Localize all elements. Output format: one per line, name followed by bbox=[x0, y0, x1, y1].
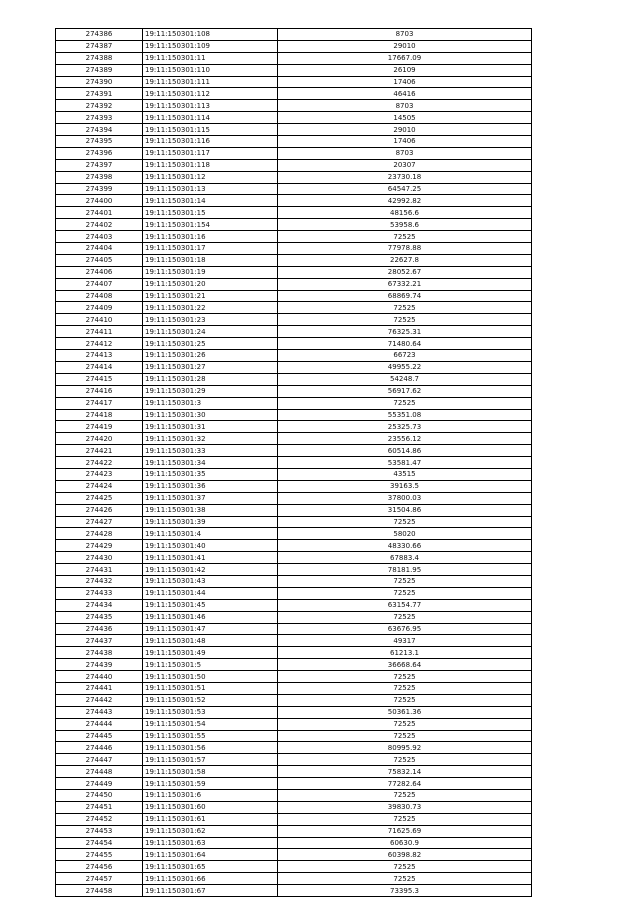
value-cell: 73395.3 bbox=[278, 885, 532, 897]
value-cell: 50361.36 bbox=[278, 706, 532, 718]
table-row bbox=[56, 338, 532, 350]
value-cell: 68869.74 bbox=[278, 290, 532, 302]
value-cell: 72525 bbox=[278, 611, 532, 623]
value-cell: 67332.21 bbox=[278, 278, 532, 290]
value-cell: 80995.92 bbox=[278, 742, 532, 754]
row-number-cell: 274440 bbox=[56, 671, 143, 683]
row-number-cell: 274455 bbox=[56, 849, 143, 861]
table-row bbox=[56, 373, 532, 385]
value-cell: 54248.7 bbox=[278, 373, 532, 385]
row-number-cell: 274437 bbox=[56, 635, 143, 647]
cadastral-number-cell: 19:11:150301:55 bbox=[143, 730, 278, 742]
table-row bbox=[56, 575, 532, 587]
row-number-cell: 274421 bbox=[56, 445, 143, 457]
cadastral-number-cell: 19:11:150301:24 bbox=[143, 326, 278, 338]
cadastral-number-cell: 19:11:150301:13 bbox=[143, 183, 278, 195]
table-row bbox=[56, 397, 532, 409]
cadastral-number-cell: 19:11:150301:40 bbox=[143, 540, 278, 552]
table-row bbox=[56, 445, 532, 457]
row-number-cell: 274402 bbox=[56, 219, 143, 231]
table-body bbox=[56, 29, 532, 897]
cadastral-number-cell: 19:11:150301:59 bbox=[143, 778, 278, 790]
cadastral-number-cell: 19:11:150301:118 bbox=[143, 159, 278, 171]
row-number-cell: 274405 bbox=[56, 254, 143, 266]
row-number-cell: 274422 bbox=[56, 457, 143, 469]
row-number-cell: 274389 bbox=[56, 64, 143, 76]
table-row bbox=[56, 849, 532, 861]
value-cell: 43515 bbox=[278, 468, 532, 480]
table-row bbox=[56, 219, 532, 231]
cadastral-number-cell: 19:11:150301:56 bbox=[143, 742, 278, 754]
cadastral-number-cell: 19:11:150301:62 bbox=[143, 825, 278, 837]
table-row bbox=[56, 361, 532, 373]
row-number-cell: 274390 bbox=[56, 76, 143, 88]
row-number-cell: 274415 bbox=[56, 373, 143, 385]
cadastral-number-cell: 19:11:150301:26 bbox=[143, 350, 278, 362]
row-number-cell: 274433 bbox=[56, 587, 143, 599]
cadastral-number-cell: 19:11:150301:38 bbox=[143, 504, 278, 516]
row-number-cell: 274391 bbox=[56, 88, 143, 100]
value-cell: 72525 bbox=[278, 813, 532, 825]
table-row bbox=[56, 112, 532, 124]
row-number-cell: 274409 bbox=[56, 302, 143, 314]
row-number-cell: 274406 bbox=[56, 266, 143, 278]
table-row bbox=[56, 207, 532, 219]
row-number-cell: 274447 bbox=[56, 754, 143, 766]
value-cell: 46416 bbox=[278, 88, 532, 100]
value-cell: 26109 bbox=[278, 64, 532, 76]
table-row bbox=[56, 540, 532, 552]
cadastral-number-cell: 19:11:150301:18 bbox=[143, 254, 278, 266]
table-row bbox=[56, 421, 532, 433]
cadastral-number-cell: 19:11:150301:112 bbox=[143, 88, 278, 100]
table-row bbox=[56, 742, 532, 754]
table-row bbox=[56, 52, 532, 64]
table-row bbox=[56, 861, 532, 873]
value-cell: 14505 bbox=[278, 112, 532, 124]
row-number-cell: 274386 bbox=[56, 29, 143, 41]
value-cell: 64547.25 bbox=[278, 183, 532, 195]
row-number-cell: 274443 bbox=[56, 706, 143, 718]
cadastral-number-cell: 19:11:150301:43 bbox=[143, 575, 278, 587]
value-cell: 23556.12 bbox=[278, 433, 532, 445]
cadastral-number-cell: 19:11:150301:44 bbox=[143, 587, 278, 599]
row-number-cell: 274395 bbox=[56, 136, 143, 148]
value-cell: 22627.8 bbox=[278, 254, 532, 266]
cadastral-number-cell: 19:11:150301:16 bbox=[143, 231, 278, 243]
table-row bbox=[56, 528, 532, 540]
table-row bbox=[56, 183, 532, 195]
value-cell: 72525 bbox=[278, 575, 532, 587]
value-cell: 72525 bbox=[278, 718, 532, 730]
value-cell: 20307 bbox=[278, 159, 532, 171]
table-row bbox=[56, 29, 532, 41]
value-cell: 8703 bbox=[278, 29, 532, 41]
table-row bbox=[56, 635, 532, 647]
value-cell: 23730.18 bbox=[278, 171, 532, 183]
cadastral-number-cell: 19:11:150301:29 bbox=[143, 385, 278, 397]
row-number-cell: 274404 bbox=[56, 243, 143, 255]
row-number-cell: 274453 bbox=[56, 825, 143, 837]
value-cell: 56917.62 bbox=[278, 385, 532, 397]
cadastral-number-cell: 19:11:150301:17 bbox=[143, 243, 278, 255]
row-number-cell: 274408 bbox=[56, 290, 143, 302]
value-cell: 72525 bbox=[278, 231, 532, 243]
value-cell: 53958.6 bbox=[278, 219, 532, 231]
cadastral-number-cell: 19:11:150301:67 bbox=[143, 885, 278, 897]
row-number-cell: 274456 bbox=[56, 861, 143, 873]
cadastral-number-cell: 19:11:150301:28 bbox=[143, 373, 278, 385]
value-cell: 75832.14 bbox=[278, 766, 532, 778]
cadastral-number-cell: 19:11:150301:154 bbox=[143, 219, 278, 231]
cadastral-number-cell: 19:11:150301:6 bbox=[143, 790, 278, 802]
table-row bbox=[56, 254, 532, 266]
value-cell: 72525 bbox=[278, 516, 532, 528]
row-number-cell: 274438 bbox=[56, 647, 143, 659]
cadastral-number-cell: 19:11:150301:46 bbox=[143, 611, 278, 623]
table-row bbox=[56, 611, 532, 623]
value-cell: 31504.86 bbox=[278, 504, 532, 516]
table-row bbox=[56, 136, 532, 148]
cadastral-number-cell: 19:11:150301:116 bbox=[143, 136, 278, 148]
table-row bbox=[56, 682, 532, 694]
cadastral-number-cell: 19:11:150301:21 bbox=[143, 290, 278, 302]
value-cell: 72525 bbox=[278, 790, 532, 802]
row-number-cell: 274424 bbox=[56, 480, 143, 492]
value-cell: 17667.09 bbox=[278, 52, 532, 64]
cadastral-number-cell: 19:11:150301:4 bbox=[143, 528, 278, 540]
cadastral-number-cell: 19:11:150301:50 bbox=[143, 671, 278, 683]
table-row bbox=[56, 599, 532, 611]
table-row bbox=[56, 825, 532, 837]
cadastral-number-cell: 19:11:150301:22 bbox=[143, 302, 278, 314]
value-cell: 39163.5 bbox=[278, 480, 532, 492]
row-number-cell: 274451 bbox=[56, 801, 143, 813]
row-number-cell: 274414 bbox=[56, 361, 143, 373]
value-cell: 72525 bbox=[278, 730, 532, 742]
table-row bbox=[56, 813, 532, 825]
table-row bbox=[56, 492, 532, 504]
cadastral-number-cell: 19:11:150301:15 bbox=[143, 207, 278, 219]
table-row bbox=[56, 671, 532, 683]
cadastral-number-cell: 19:11:150301:109 bbox=[143, 40, 278, 52]
table-row bbox=[56, 302, 532, 314]
value-cell: 66723 bbox=[278, 350, 532, 362]
value-cell: 48156.6 bbox=[278, 207, 532, 219]
row-number-cell: 274429 bbox=[56, 540, 143, 552]
value-cell: 48330.66 bbox=[278, 540, 532, 552]
row-number-cell: 274430 bbox=[56, 552, 143, 564]
row-number-cell: 274452 bbox=[56, 813, 143, 825]
table-row bbox=[56, 243, 532, 255]
table-row bbox=[56, 516, 532, 528]
value-cell: 72525 bbox=[278, 861, 532, 873]
table-row bbox=[56, 326, 532, 338]
row-number-cell: 274445 bbox=[56, 730, 143, 742]
cadastral-number-cell: 19:11:150301:57 bbox=[143, 754, 278, 766]
value-cell: 63154.77 bbox=[278, 599, 532, 611]
row-number-cell: 274435 bbox=[56, 611, 143, 623]
cadastral-number-cell: 19:11:150301:3 bbox=[143, 397, 278, 409]
table-row bbox=[56, 778, 532, 790]
table-row bbox=[56, 790, 532, 802]
row-number-cell: 274399 bbox=[56, 183, 143, 195]
table-row bbox=[56, 504, 532, 516]
table-row bbox=[56, 409, 532, 421]
cadastral-number-cell: 19:11:150301:66 bbox=[143, 873, 278, 885]
table-row bbox=[56, 659, 532, 671]
value-cell: 17406 bbox=[278, 136, 532, 148]
cadastral-number-cell: 19:11:150301:64 bbox=[143, 849, 278, 861]
value-cell: 39830.73 bbox=[278, 801, 532, 813]
row-number-cell: 274413 bbox=[56, 350, 143, 362]
row-number-cell: 274441 bbox=[56, 682, 143, 694]
cadastral-number-cell: 19:11:150301:61 bbox=[143, 813, 278, 825]
row-number-cell: 274388 bbox=[56, 52, 143, 64]
cadastral-number-cell: 19:11:150301:114 bbox=[143, 112, 278, 124]
value-cell: 72525 bbox=[278, 587, 532, 599]
table-row bbox=[56, 837, 532, 849]
table-row bbox=[56, 433, 532, 445]
value-cell: 49955.22 bbox=[278, 361, 532, 373]
value-cell: 77282.64 bbox=[278, 778, 532, 790]
cadastral-number-cell: 19:11:150301:111 bbox=[143, 76, 278, 88]
cadastral-number-cell: 19:11:150301:37 bbox=[143, 492, 278, 504]
value-cell: 25325.73 bbox=[278, 421, 532, 433]
cadastral-number-cell: 19:11:150301:39 bbox=[143, 516, 278, 528]
table-row bbox=[56, 88, 532, 100]
table-row bbox=[56, 564, 532, 576]
value-cell: 63676.95 bbox=[278, 623, 532, 635]
table-row bbox=[56, 40, 532, 52]
row-number-cell: 274449 bbox=[56, 778, 143, 790]
cadastral-number-cell: 19:11:150301:25 bbox=[143, 338, 278, 350]
cadastral-number-cell: 19:11:150301:23 bbox=[143, 314, 278, 326]
cadastral-number-cell: 19:11:150301:42 bbox=[143, 564, 278, 576]
cadastral-number-cell: 19:11:150301:47 bbox=[143, 623, 278, 635]
cadastral-number-cell: 19:11:150301:30 bbox=[143, 409, 278, 421]
row-number-cell: 274423 bbox=[56, 468, 143, 480]
table-row bbox=[56, 480, 532, 492]
table-row bbox=[56, 468, 532, 480]
value-cell: 72525 bbox=[278, 754, 532, 766]
row-number-cell: 274442 bbox=[56, 694, 143, 706]
row-number-cell: 274454 bbox=[56, 837, 143, 849]
cadastral-number-cell: 19:11:150301:31 bbox=[143, 421, 278, 433]
table-row bbox=[56, 147, 532, 159]
table-row bbox=[56, 587, 532, 599]
cadastral-number-cell: 19:11:150301:20 bbox=[143, 278, 278, 290]
row-number-cell: 274392 bbox=[56, 100, 143, 112]
table-row bbox=[56, 623, 532, 635]
cadastral-number-cell: 19:11:150301:14 bbox=[143, 195, 278, 207]
cadastral-number-cell: 19:11:150301:110 bbox=[143, 64, 278, 76]
row-number-cell: 274457 bbox=[56, 873, 143, 885]
row-number-cell: 274444 bbox=[56, 718, 143, 730]
table-row bbox=[56, 195, 532, 207]
table-row bbox=[56, 266, 532, 278]
row-number-cell: 274458 bbox=[56, 885, 143, 897]
row-number-cell: 274397 bbox=[56, 159, 143, 171]
cadastral-number-cell: 19:11:150301:41 bbox=[143, 552, 278, 564]
table-row bbox=[56, 457, 532, 469]
row-number-cell: 274416 bbox=[56, 385, 143, 397]
row-number-cell: 274446 bbox=[56, 742, 143, 754]
row-number-cell: 274432 bbox=[56, 575, 143, 587]
cadastral-number-cell: 19:11:150301:54 bbox=[143, 718, 278, 730]
value-cell: 60514.86 bbox=[278, 445, 532, 457]
table-row bbox=[56, 718, 532, 730]
value-cell: 71625.69 bbox=[278, 825, 532, 837]
row-number-cell: 274407 bbox=[56, 278, 143, 290]
cadastral-number-cell: 19:11:150301:48 bbox=[143, 635, 278, 647]
value-cell: 36668.64 bbox=[278, 659, 532, 671]
value-cell: 71480.64 bbox=[278, 338, 532, 350]
row-number-cell: 274410 bbox=[56, 314, 143, 326]
value-cell: 58020 bbox=[278, 528, 532, 540]
table-row bbox=[56, 76, 532, 88]
value-cell: 77978.88 bbox=[278, 243, 532, 255]
cadastral-number-cell: 19:11:150301:108 bbox=[143, 29, 278, 41]
table-row bbox=[56, 290, 532, 302]
data-table bbox=[55, 28, 532, 897]
value-cell: 8703 bbox=[278, 147, 532, 159]
value-cell: 72525 bbox=[278, 671, 532, 683]
row-number-cell: 274411 bbox=[56, 326, 143, 338]
table-row bbox=[56, 694, 532, 706]
cadastral-number-cell: 19:11:150301:33 bbox=[143, 445, 278, 457]
value-cell: 72525 bbox=[278, 302, 532, 314]
cadastral-number-cell: 19:11:150301:12 bbox=[143, 171, 278, 183]
value-cell: 72525 bbox=[278, 682, 532, 694]
value-cell: 17406 bbox=[278, 76, 532, 88]
value-cell: 72525 bbox=[278, 314, 532, 326]
cadastral-number-cell: 19:11:150301:49 bbox=[143, 647, 278, 659]
table-row bbox=[56, 64, 532, 76]
value-cell: 42992.82 bbox=[278, 195, 532, 207]
table-row bbox=[56, 159, 532, 171]
table-row bbox=[56, 801, 532, 813]
row-number-cell: 274450 bbox=[56, 790, 143, 802]
cadastral-number-cell: 19:11:150301:27 bbox=[143, 361, 278, 373]
value-cell: 67883.4 bbox=[278, 552, 532, 564]
row-number-cell: 274412 bbox=[56, 338, 143, 350]
row-number-cell: 274393 bbox=[56, 112, 143, 124]
row-number-cell: 274398 bbox=[56, 171, 143, 183]
cadastral-number-cell: 19:11:150301:5 bbox=[143, 659, 278, 671]
table-row bbox=[56, 350, 532, 362]
cadastral-number-cell: 19:11:150301:60 bbox=[143, 801, 278, 813]
table-row bbox=[56, 647, 532, 659]
row-number-cell: 274396 bbox=[56, 147, 143, 159]
value-cell: 29010 bbox=[278, 124, 532, 136]
cadastral-number-cell: 19:11:150301:52 bbox=[143, 694, 278, 706]
table-row bbox=[56, 730, 532, 742]
row-number-cell: 274426 bbox=[56, 504, 143, 516]
table-row bbox=[56, 231, 532, 243]
cadastral-number-cell: 19:11:150301:63 bbox=[143, 837, 278, 849]
value-cell: 55351.08 bbox=[278, 409, 532, 421]
row-number-cell: 274439 bbox=[56, 659, 143, 671]
row-number-cell: 274431 bbox=[56, 564, 143, 576]
row-number-cell: 274434 bbox=[56, 599, 143, 611]
table-row bbox=[56, 873, 532, 885]
row-number-cell: 274400 bbox=[56, 195, 143, 207]
value-cell: 8703 bbox=[278, 100, 532, 112]
cadastral-number-cell: 19:11:150301:65 bbox=[143, 861, 278, 873]
row-number-cell: 274427 bbox=[56, 516, 143, 528]
row-number-cell: 274394 bbox=[56, 124, 143, 136]
row-number-cell: 274417 bbox=[56, 397, 143, 409]
value-cell: 72525 bbox=[278, 397, 532, 409]
row-number-cell: 274403 bbox=[56, 231, 143, 243]
table-row bbox=[56, 885, 532, 897]
value-cell: 29010 bbox=[278, 40, 532, 52]
table-row bbox=[56, 766, 532, 778]
cadastral-number-cell: 19:11:150301:113 bbox=[143, 100, 278, 112]
table-row bbox=[56, 314, 532, 326]
value-cell: 78181.95 bbox=[278, 564, 532, 576]
row-number-cell: 274436 bbox=[56, 623, 143, 635]
value-cell: 28052.67 bbox=[278, 266, 532, 278]
value-cell: 76325.31 bbox=[278, 326, 532, 338]
value-cell: 72525 bbox=[278, 873, 532, 885]
table-row bbox=[56, 552, 532, 564]
value-cell: 61213.1 bbox=[278, 647, 532, 659]
cadastral-number-cell: 19:11:150301:35 bbox=[143, 468, 278, 480]
table-row bbox=[56, 124, 532, 136]
cadastral-number-cell: 19:11:150301:36 bbox=[143, 480, 278, 492]
row-number-cell: 274428 bbox=[56, 528, 143, 540]
cadastral-number-cell: 19:11:150301:58 bbox=[143, 766, 278, 778]
value-cell: 60630.9 bbox=[278, 837, 532, 849]
table-row bbox=[56, 706, 532, 718]
value-cell: 72525 bbox=[278, 694, 532, 706]
row-number-cell: 274419 bbox=[56, 421, 143, 433]
row-number-cell: 274425 bbox=[56, 492, 143, 504]
value-cell: 37800.03 bbox=[278, 492, 532, 504]
cadastral-number-cell: 19:11:150301:32 bbox=[143, 433, 278, 445]
table-row bbox=[56, 754, 532, 766]
cadastral-number-cell: 19:11:150301:117 bbox=[143, 147, 278, 159]
table-row bbox=[56, 385, 532, 397]
cadastral-number-cell: 19:11:150301:34 bbox=[143, 457, 278, 469]
cadastral-number-cell: 19:11:150301:53 bbox=[143, 706, 278, 718]
row-number-cell: 274448 bbox=[56, 766, 143, 778]
table-row bbox=[56, 278, 532, 290]
value-cell: 49317 bbox=[278, 635, 532, 647]
row-number-cell: 274420 bbox=[56, 433, 143, 445]
cadastral-number-cell: 19:11:150301:45 bbox=[143, 599, 278, 611]
cadastral-number-cell: 19:11:150301:115 bbox=[143, 124, 278, 136]
row-number-cell: 274401 bbox=[56, 207, 143, 219]
value-cell: 53581.47 bbox=[278, 457, 532, 469]
row-number-cell: 274387 bbox=[56, 40, 143, 52]
cadastral-number-cell: 19:11:150301:11 bbox=[143, 52, 278, 64]
value-cell: 60398.82 bbox=[278, 849, 532, 861]
row-number-cell: 274418 bbox=[56, 409, 143, 421]
cadastral-number-cell: 19:11:150301:19 bbox=[143, 266, 278, 278]
table-row bbox=[56, 171, 532, 183]
cadastral-number-cell: 19:11:150301:51 bbox=[143, 682, 278, 694]
table-row bbox=[56, 100, 532, 112]
